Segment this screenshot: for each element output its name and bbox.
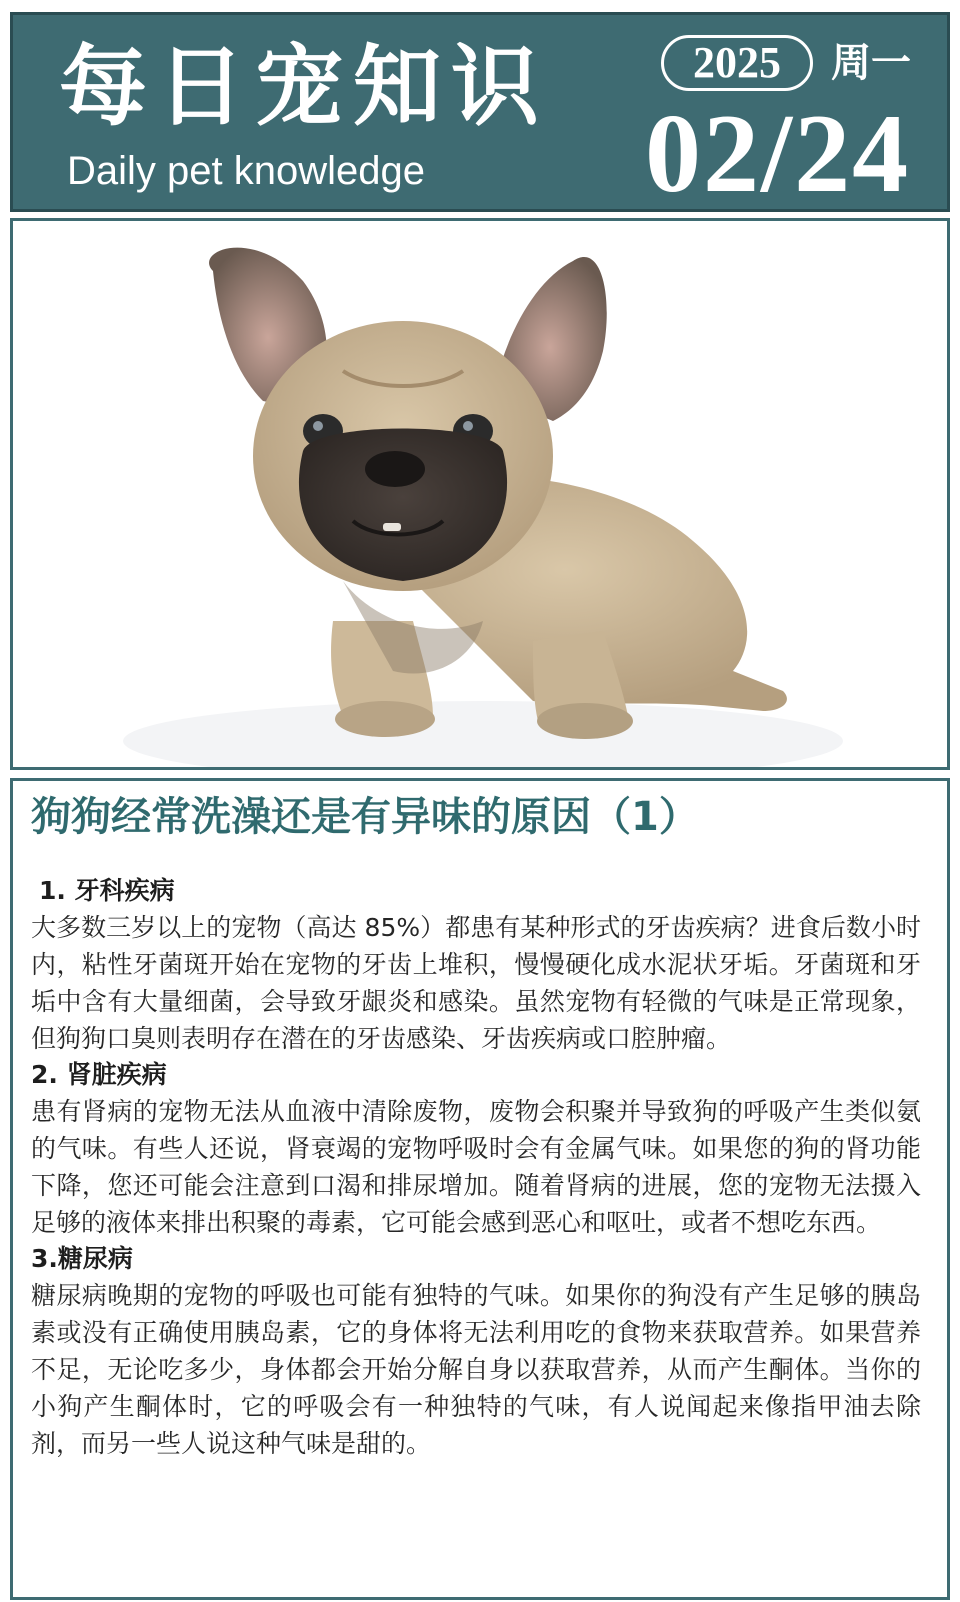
- section-body-dental: 大多数三岁以上的宠物（高达 85%）都患有某种形式的牙齿疾病？进食后数小时内，粘性牙菌斑开始在宠物的牙齿上堆积，慢慢硬化成水泥状牙垢。牙菌斑和牙垢中含有大量细菌，会导致牙龈炎和感染。虽然宠物有轻微的气味是正常现象，但狗狗口臭则表明存在潜在的牙齿感染、牙齿疾病或口腔肿瘤。: [31, 913, 921, 1053]
- rug-shape: [123, 701, 843, 767]
- article-title: 狗狗经常洗澡还是有异味的原因（1）: [31, 794, 699, 840]
- section-heading-diabetes: 3.糖尿病: [31, 1244, 133, 1273]
- dog-nose: [365, 451, 425, 487]
- french-bulldog-puppy-icon: [13, 221, 947, 767]
- date-display: 02/24: [645, 92, 911, 216]
- page-subtitle: Daily pet knowledge: [67, 149, 425, 193]
- photo-panel: [10, 218, 950, 770]
- dog-right-paw: [537, 703, 633, 739]
- section-heading-kidney: 2. 肾脏疾病: [31, 1060, 167, 1089]
- page-title: 每日宠知识: [59, 34, 550, 138]
- dog-left-paw: [335, 701, 435, 737]
- article-panel: [10, 778, 950, 1600]
- header-banner: [10, 12, 950, 216]
- year-badge: 2025: [661, 35, 813, 91]
- weekday-label: 周一: [831, 40, 911, 86]
- section-body-diabetes: 糖尿病晚期的宠物的呼吸也可能有独特的气味。如果你的狗没有产生足够的胰岛素或没有正确使用胰岛素，它的身体将无法利用吃的食物来获取营养。如果营养不足，无论吃多少，身体都会开始分解自身以获取营养，从而产生酮体。当你的小狗产生酮体时，它的呼吸会有一种独特的气味，有人说闻起来像指甲油去除剂，而另一些人说这种气味是甜的。: [31, 1281, 921, 1458]
- section-body-kidney: 患有肾病的宠物无法从血液中清除废物，废物会积聚并导致狗的呼吸产生类似氨的气味。有些人还说，肾衰竭的宠物呼吸时会有金属气味。如果您的狗的肾功能下降，您还可能会注意到口渴和排尿增加。随着肾病的进展，您的宠物无法摄入足够的液体来排出积聚的毒素，它可能会感到恶心和呕吐，或者不想吃东西。: [31, 1097, 921, 1237]
- section-heading-dental: 1. 牙科疾病: [39, 876, 175, 905]
